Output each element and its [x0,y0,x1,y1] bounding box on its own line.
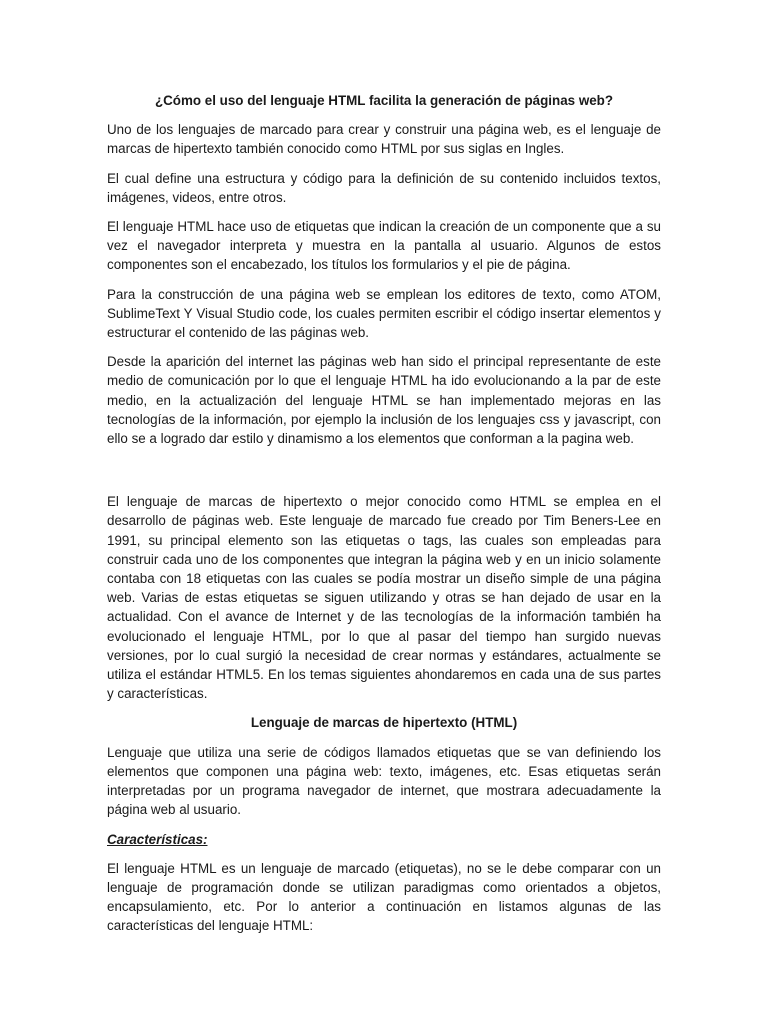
section-heading: Lenguaje de marcas de hipertexto (HTML) [250,715,518,731]
paragraph-evolution: Desde la aparición del internet las páginas web han sido el principal representante de este medio de comunicación por lo que el lenguaje HTML ha ido evolucionando a la par de este medio, en la actualización del lenguaje HTML se han implementado mejoras en las tecnologías de la información, por ejemplo la inclusión de los lenguajes css y javascript, con ello se a logrado dar estilo y dinamismo a los elementos que conforman a la pagina web. [107,354,661,447]
characteristics-heading: Características: [107,831,208,847]
paragraph-characteristics: El lenguaje HTML es un lenguaje de marcado (etiquetas), no se le debe comparar con un lenguaje de programación donde se utilizan paradigmas como orientados a objetos, encapsulamiento, etc. Por lo anterior a continuación en listamos algunas de las características del lenguaje HTML: [107,860,661,934]
paragraph-history: El lenguaje de marcas de hipertexto o mejor conocido como HTML se emplea en el desarrollo de páginas web. Este lenguaje de marcado fue creado por Tim Beners-Lee en 1991, su principal elemento son las etiquetas o tags, las cuales son empleadas para construir cada uno de los componentes que integran la página web y en un inicio solamente contaba con 18 etiquetas con las cuales se podía mostrar un diseño simple de una página web. Varias de estas etiquetas se siguen utilizando y otras se han dejado de usar en la actualidad. Con el avance de Internet y de las tecnologías de la información también ha evolucionado el lenguaje HTML, por lo que al pasar del tiempo han surgido nuevas versiones, por lo cual surgió la necesidad de crear normas y estándares, actualmente se utiliza el estándar HTML5. En los temas siguientes ahondaremos en cada una de sus partes y características. [107,494,661,702]
document-title: ¿Cómo el uso del lenguaje HTML facilita la generación de páginas web? [154,93,614,108]
paragraph-intro: Uno de los lenguajes de marcado para crear y construir una página web, es el lenguaje de marcas de hipertexto también conocido como HTML por sus siglas en Ingles. [107,122,661,157]
paragraph-structure: El cual define una estructura y código para la definición de su contenido incluidos textos, imágenes, videos, entre otros. [107,170,661,205]
paragraph-tags: El lenguaje HTML hace uso de etiquetas que indican la creación de un componente que a su vez el navegador interpreta y muestra en la pantalla al usuario. Algunos de estos componentes son el encabezado, los títulos los formularios y el pie de página. [107,219,661,273]
paragraph-editors: Para la construcción de una página web se emplean los editores de texto, como ATOM, SublimeText Y Visual Studio code, los cuales permiten escribir el código insertar elementos y estructurar el contenido de las páginas web. [107,286,661,341]
blank-line [107,458,661,492]
paragraph-definition: Lenguaje que utiliza una serie de códigos llamados etiquetas que se van definiendo los elementos que componen una página web: texto, imágenes, etc. Esas etiquetas serán interpretadas por un programa navegador de internet, que mostrara adecuadamente la página web al usuario. [107,744,661,818]
